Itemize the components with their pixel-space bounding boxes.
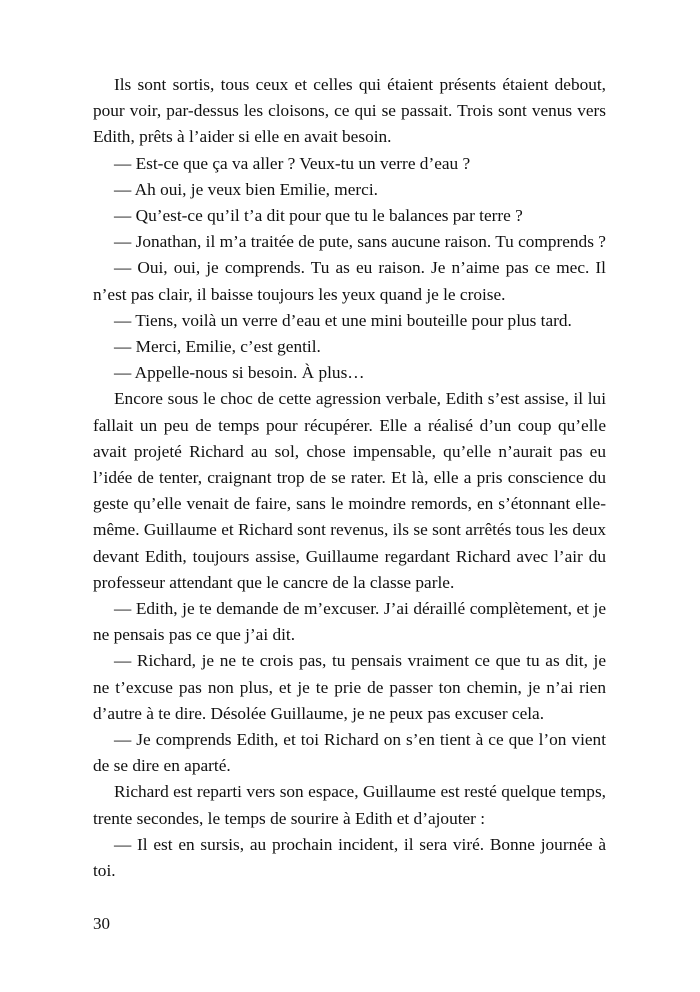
dialogue-line: — Tiens, voilà un verre d’eau et une mini bouteille pour plus tard.: [114, 310, 572, 330]
dialogue-line: — Jonathan, il m’a traitée de pute, sans aucune raison. Tu comprends ?: [114, 232, 606, 252]
page-number: 30: [93, 914, 110, 933]
paragraph: Richard est reparti vers son espace, Guillaume est resté quelque temps, trente secondes, le temps de sourire à Edith et d’ajouter :: [93, 782, 606, 828]
paragraph: Encore sous le choc de cette agression verbale, Edith s’est assise, il lui fallait un peu de temps pour récupérer. Elle a réalisé d’un coup qu’elle avait projeté Richard au sol, chose impensable, qu’elle n’aurait pas eu l’idée de tenter, craignant trop de se rater. Et là, elle a pris conscience du geste qu’elle venait de faire, sans le moindre remords, en s’étonnant elle-même. Guillaume et Richard sont revenus, ils se sont arrêtés tous les deux devant Edith, toujours assise, Guillaume regardant Richard avec l’air du professeur attendant que le cancre de la classe parle.: [93, 389, 606, 592]
dialogue-line: — Edith, je te demande de m’excuser. J’ai déraillé complètement, et je ne pensais pas ce que j’ai dit.: [93, 599, 606, 645]
dialogue-line: — Merci, Emilie, c’est gentil.: [114, 337, 321, 357]
dialogue-line: — Je comprends Edith, et toi Richard on s’en tient à ce que l’on vient de se dire en aparté.: [93, 730, 606, 776]
dialogue-line: — Ah oui, je veux bien Emilie, merci.: [114, 179, 378, 199]
dialogue-line: — Appelle-nous si besoin. À plus…: [114, 363, 365, 383]
dialogue-line: — Oui, oui, je comprends. Tu as eu raison. Je n’aime pas ce mec. Il n’est pas clair, il baisse toujours les yeux quand je le croise.: [93, 258, 606, 304]
paragraph: Ils sont sortis, tous ceux et celles qui étaient présents étaient debout, pour voir, par-dessus les cloisons, ce qui se passait. Trois sont venus vers Edith, prêts à l’aider si elle en avait besoin.: [93, 75, 606, 147]
dialogue-line: — Est-ce que ça va aller ? Veux-tu un verre d’eau ?: [114, 153, 471, 173]
dialogue-line: — Il est en sursis, au prochain incident, il sera viré. Bonne journée à toi.: [93, 834, 606, 881]
dialogue-line: — Richard, je ne te crois pas, tu pensais vraiment ce que tu as dit, je ne t’excuse pas non plus, et je te prie de passer ton chemin, je n’ai rien d’autre à te dire. Désolée Guillaume, je ne peux pas excuser cela.: [93, 651, 606, 723]
dialogue-line: — Qu’est-ce qu’il t’a dit pour que tu le balances par terre ?: [114, 206, 523, 226]
page-body: [93, 72, 606, 884]
